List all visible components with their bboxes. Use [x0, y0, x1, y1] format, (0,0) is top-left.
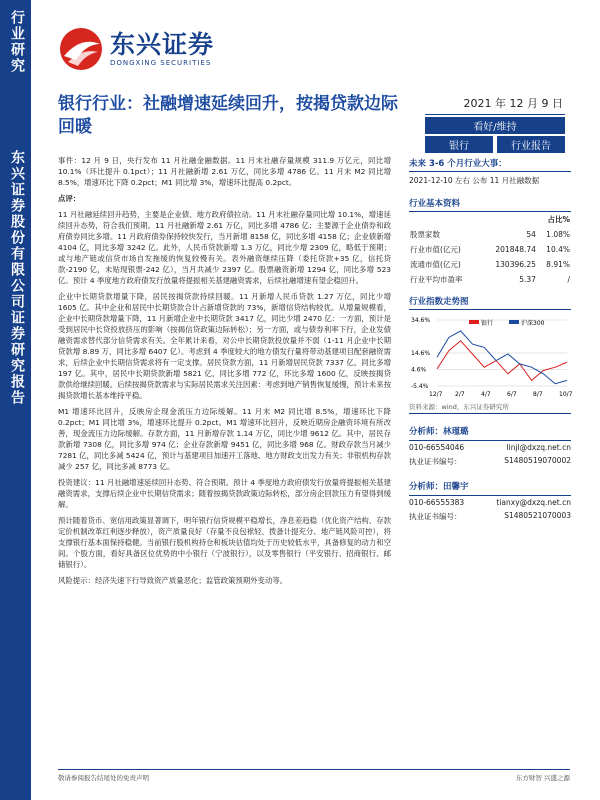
body-paragraph: 投资建议：11 月社融增速延续回升态势、符合预期。预计 4 季度地方政府债发行放量将提振相关基建融资需求，支撑后续企业中长期信贷需求；随着按揭贷款政策边际转松，部分房企回款压力有望得到缓解。: [58, 478, 391, 509]
table-row: [409, 242, 571, 257]
table-cell: 54: [526, 230, 536, 239]
analyst-email[interactable]: tianxy@dxzq.net.cn: [496, 498, 571, 507]
analyst-email[interactable]: linjl@dxzq.net.cn: [506, 443, 571, 452]
analyst-tel: 010-66555383: [409, 498, 465, 507]
company-logo: [58, 26, 214, 72]
y-tick-label: -5.4%: [411, 383, 429, 390]
chart-title: 行业指数走势图: [409, 293, 571, 310]
trend-text: 2021-12-10 左右 公布 11 月社融数据: [409, 176, 540, 185]
footer: [58, 769, 570, 782]
legend-label: 沪深300: [521, 320, 545, 327]
sidebar: [0, 0, 31, 800]
body-paragraph: 点评：: [58, 194, 81, 203]
body-paragraph: 风险提示：经济失速下行导致资产质量恶化；监管政策预期外变动等。: [58, 576, 288, 585]
trend-title: 未来 3-6 个月行业大事：: [409, 155, 571, 172]
x-tick-label: 8/7: [533, 391, 543, 398]
table-cell: /: [567, 275, 570, 284]
report-date: 2021 年 12 月 9 日: [425, 92, 565, 115]
body-paragraph: 预计随着货币、宽信用政策显著调下，明年银行信贷规模平稳增长，净息差趋稳（优化资产结构、存款定价机制改革红利逐步释放），资产质量良好（存量不良包袱轻、拨备计提充分、地产链风险可控），将支撑银行基本面保持稳健。当前银行股机构持仓和板块估值均处于历史较低水平，具备修复的动力和空间。个股方面，看好具备区位优势的中小银行（宁波银行），以及零售银行（平安银行、招商银行、邮储银行）。: [58, 516, 391, 569]
analyst-name: 分析师：林瑾璐: [409, 422, 571, 441]
table-cell: 行业平均市盈率: [410, 275, 463, 284]
chart-note: 资料来源：wind，东兴证券研究所: [409, 400, 571, 414]
table-cell: 5.37: [519, 275, 536, 284]
analyst-cert-label: 执业证书编号：: [409, 512, 462, 521]
analyst-cert-label: 执业证书编号：: [409, 457, 462, 466]
legend-swatch: [509, 320, 519, 324]
logo-en: DONGXING SECURITIES: [110, 59, 212, 67]
y-tick-label: 14.6%: [411, 350, 431, 357]
table-row: [409, 227, 571, 242]
industry-tag: 银行: [425, 136, 493, 153]
legend-label: 银行: [481, 320, 494, 327]
footer-left: 敬请参阅报告结尾处的免责声明: [58, 774, 149, 782]
industry-table: [409, 212, 571, 287]
footer-right: 东方财智 兴盛之源: [515, 774, 570, 782]
series-line-0: [437, 341, 567, 381]
right-column: [409, 155, 571, 524]
table-row: [409, 272, 571, 287]
logo-name: 东兴证券: [110, 30, 215, 59]
table-header-cell: [481, 212, 537, 227]
logo-mark-icon: [58, 26, 104, 72]
x-tick-label: 10/7: [559, 391, 573, 398]
rating-tag: 看好/维持: [425, 117, 565, 134]
index-chart: [409, 314, 571, 400]
table-cell: 201848.74: [495, 245, 536, 254]
x-tick-label: 4/7: [481, 391, 491, 398]
table-cell: 行业市值(亿元): [410, 245, 461, 254]
table-row: [409, 257, 571, 272]
analyst-name: 分析师：田馨宇: [409, 477, 571, 496]
table-cell: 10.4%: [546, 245, 570, 254]
analyst-block: [409, 422, 571, 469]
table-header-cell: 占比%: [547, 215, 570, 224]
body-paragraph: 11 月社融延续回升趋势，主要是企业债、地方政府债拉动。11 月末社融存量同比增 10.1%，增速延续回升态势，符合我们预期。11 月社融新增 2.61 万亿，同比多增 4786 亿；主要源于企业债券和政府债券同比多增。11 月政府债券保持较快发行，当月新增 8158 亿，同比多增 4158 亿；企业债新增 4104 亿，同比多增 3242 亿。此外，人民币贷款新增 1.3 万亿，同比少增 2309 亿，略低于预期；或与地产链或信贷市场自发拖缓的恢复较慢有关。表外融资继续压降（委托贷款+35 亿，信托贷款-2190 亿，未贴现银票-242 亿），当月共减少 2397 亿。股票融资新增 1294 亿，同比多增 523 亿。预计 4 季度地方政府债发行放量将提振相关基建融资需求，后续社融增速有望企稳回升。: [58, 210, 391, 285]
body-paragraph: M1 增速环比回升，反映房企现金流压力边际缓解。11 月末 M2 同比增 8.5%，增速环比下降 0.2pct；M1 同比增 3%，增速环比提升 0.2pct。M1 增速环比回升，反映近期房企融资环境有所改善，现金流压力边际缓解。存款方面，11 月新增存款 1.14 万亿，同比少增 9612 亿。其中，居民存款新增 7308 亿，同比多增 974 亿；企业存款新增 9451 亿，同比多增 968 亿。财政存款当月减少 7281 亿，同比多减 5424 亿，预计与基建项目加速开工落地、地方财政支出发力有关；非银机构存款减少 257 亿，同比多减 8773 亿。: [58, 407, 391, 471]
analyst-block: [409, 477, 571, 524]
sidebar-top-text: 行业研究: [9, 10, 25, 74]
body-paragraph: 事件：12 月 9 日，央行发布 11 月社融金融数据。11 月末社融存量规模 311.9 万亿元，同比增 10.1%（环比提升 0.1pct）；11 月社融新增 2.61 万亿，同比多增 4786 亿。11 月末 M2 同比增 8.5%，增速环比下降 0.2pct；M1 同比增 3%，增速环比提高 0.2pct。: [58, 156, 391, 187]
page-title: 银行行业：社融增速延续回升，按揭贷款边际回暖: [58, 94, 398, 137]
body-paragraph: 企业中长期贷款增量下降，居民按揭贷款持续回暖。11 月新增人民币贷款 1.27 万亿，同比少增 1605 亿。其中企业和居民中长期贷款合计占新增贷款的 73%，新增信贷结构较优。从增量规模看，企业中长期贷款增量下降，11 月新增企业中长期贷款 3417 亿，同比少增 2470 亿：一方面，预计是受到居民中长贷投放挤压的影响（按揭信贷政策边际转松）；另一方面，或与债券利率下行，企业发债融资需求替代部分信贷需求有关。全年累计来看，对公中长期贷款投放量并不弱（1-11 月企业中长期贷款增 8.89 万，同比多增 6407 亿）。考虑到 4 季度较大的地方债发行量将带动基建项目配套融资需求，后续企业中长期信贷需求将有一定支撑。居民贷款方面，11 月新增居民贷款 7337 亿，同比多增 197 亿。其中，居民中长期贷款新增 5821 亿，同比多增 772 亿，环比多增 1600 亿，反映按揭贷款供给继续回暖。后续按揭贷款需求与实际居民需求关注因素：考虑到地产销售恢复缓慢，预计未来按揭贷款增长基本维持平稳。: [58, 292, 391, 400]
analyst-cert: S1480521070003: [504, 511, 571, 520]
table-cell: 130396.25: [495, 260, 536, 269]
y-tick-label: 4.6%: [411, 366, 427, 374]
table-cell: 流通市值(亿元): [410, 260, 461, 269]
report-type-tag: 行业报告: [497, 136, 565, 153]
analyst-tel: 010-66554046: [409, 443, 465, 452]
rating-panel: [425, 92, 565, 153]
main-body: [58, 155, 391, 591]
x-tick-label: 6/7: [507, 391, 517, 398]
sidebar-bottom-text: 东兴证券股份有限公司证券研究报告: [9, 150, 25, 406]
table-header-row: [409, 212, 571, 227]
series-line-1: [437, 331, 567, 384]
x-tick-label: 12/7: [429, 391, 443, 398]
analyst-cert: S1480519070002: [504, 456, 571, 465]
y-tick-label: 34.6%: [411, 317, 431, 324]
table-cell: 1.08%: [546, 230, 570, 239]
legend-swatch: [469, 320, 479, 324]
analysts: [409, 422, 571, 524]
ktable-title: 行业基本资料: [409, 195, 571, 212]
table-cell: 股票家数: [410, 230, 440, 239]
x-tick-label: 2/7: [455, 391, 465, 398]
table-cell: 8.91%: [546, 260, 570, 269]
table-header-cell: [409, 212, 481, 227]
